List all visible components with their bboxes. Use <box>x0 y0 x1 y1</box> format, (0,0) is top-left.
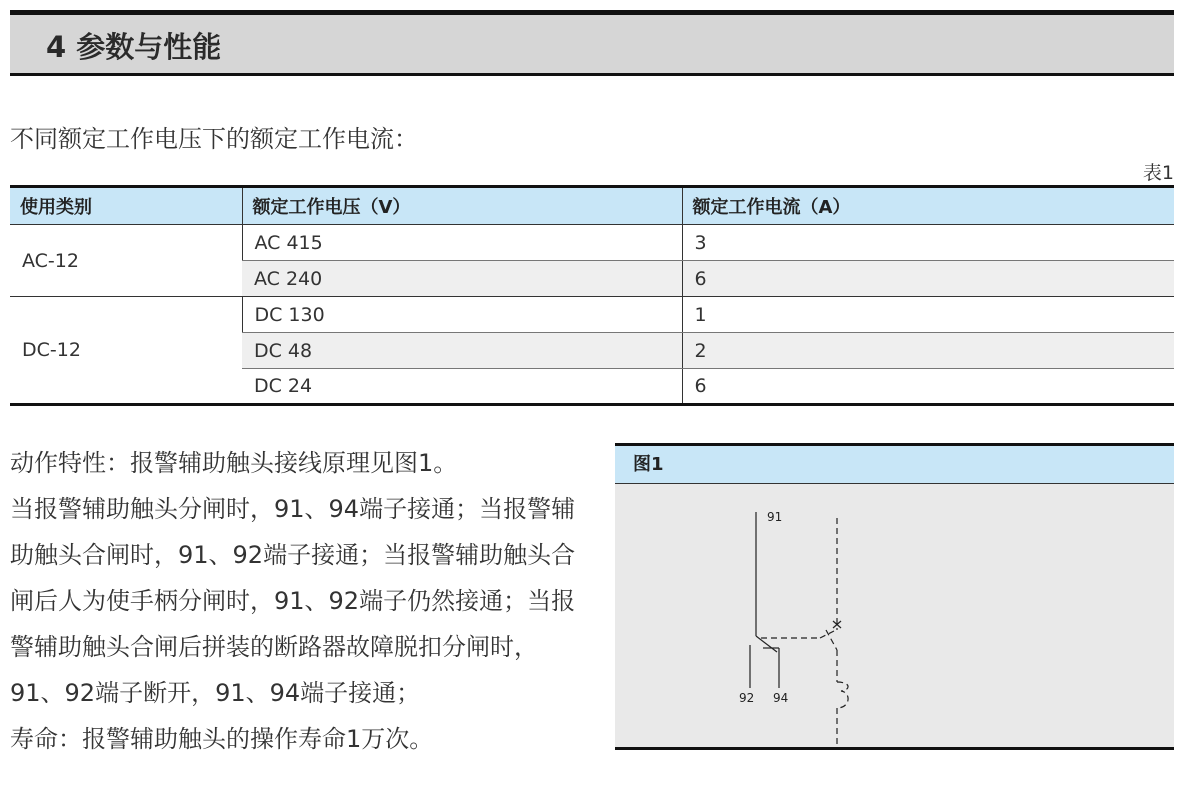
voltage-cell: DC 24 <box>254 375 313 397</box>
current-cell: 6 <box>682 369 1174 405</box>
voltage-cell: AC 415 <box>242 225 682 261</box>
paragraph-life: 寿命：报警辅助触头的操作寿命1万次。 <box>10 725 434 753</box>
figure-title: 图1 <box>615 446 1174 484</box>
table-row <box>10 297 1174 333</box>
section-title: 4 参数与性能 <box>46 30 222 64</box>
table-row <box>10 225 1174 261</box>
terminal-92-label: 92 <box>739 691 755 705</box>
current-cell: 1 <box>682 297 1174 333</box>
voltage-cell: DC 48 <box>242 333 682 369</box>
header-voltage: 额定工作电压（V） <box>242 187 682 225</box>
paragraph-action: 动作特性：报警辅助触头接线原理见图1。 <box>10 449 458 477</box>
paragraph-description: 当报警辅助触头分闸时，91、94端子接通；当报警辅助触头合闸时，91、92端子接通；当报警辅助触头合闸后人为使手柄分闸时，91、92端子仍然接通；当报警辅助触头合闸后拼装的断路器故障脱扣分闸时，91、92端子断开，91、94端子接通； <box>10 495 576 707</box>
terminal-94-label: 94 <box>773 691 789 705</box>
header-category: 使用类别 <box>10 187 242 225</box>
section-header <box>10 10 1174 76</box>
intro-text: 不同额定工作电压下的额定工作电流： <box>10 125 418 153</box>
breaker-blade <box>826 630 837 650</box>
category-cell: DC-12 <box>10 297 242 405</box>
body-text <box>10 440 590 762</box>
table-label: 表1 <box>1142 162 1174 184</box>
current-cell: 6 <box>682 261 1174 297</box>
voltage-cell: DC 130 <box>242 297 682 333</box>
current-cell: 3 <box>682 225 1174 261</box>
trip-coil <box>837 682 848 708</box>
category-cell: AC-12 <box>10 225 242 297</box>
voltage-cell: AC 240 <box>242 261 682 297</box>
current-cell: 2 <box>682 333 1174 369</box>
spec-table <box>10 185 1174 406</box>
figure-1 <box>615 443 1174 750</box>
terminal-91-label: 91 <box>767 510 783 524</box>
wiring-diagram <box>615 484 1174 747</box>
table-header-row <box>10 187 1174 225</box>
header-current: 额定工作电流（A） <box>682 187 1174 225</box>
